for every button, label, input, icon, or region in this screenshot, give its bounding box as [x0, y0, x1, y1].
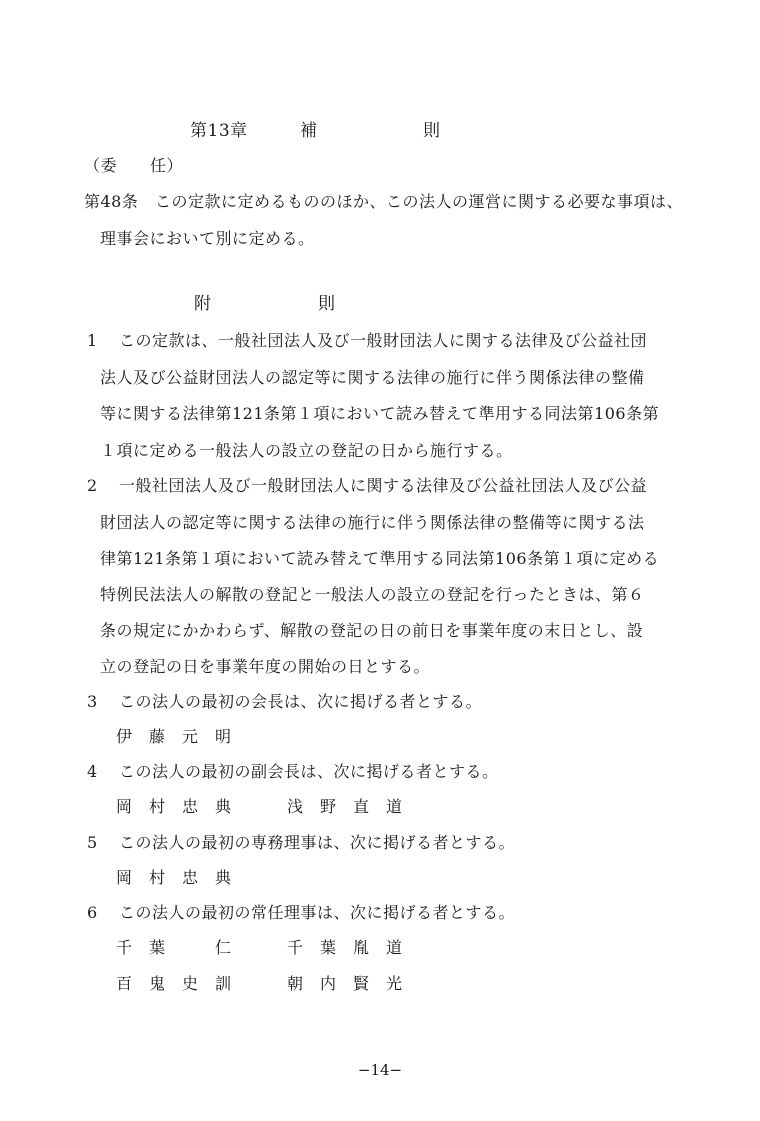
- article-heading: （委 任）: [84, 156, 184, 175]
- item-text-line: この法人の最初の副会長は、次に掲げる者とする。: [119, 762, 499, 781]
- item-number: 5: [87, 833, 98, 852]
- supplementary-title-char-1: 附: [194, 294, 212, 314]
- officer-name: 岡 村 忠 典: [116, 797, 232, 816]
- article-text-line: この定款に定めるもののほか、この法人の運営に関する必要な事項は、: [155, 192, 684, 211]
- officer-name: 百 鬼 史 訓: [116, 974, 232, 993]
- item-text-line: 一般社団法人及び一般財団法人に関する法律及び公益社団法人及び公益: [119, 476, 648, 495]
- item-number: 6: [87, 903, 98, 922]
- item-number: 1: [87, 331, 98, 350]
- item-text-line: 律第121条第１項において読み替えて準用する同法第106条第１項に定める: [100, 549, 660, 568]
- officer-name: 浅 野 直 道: [287, 797, 403, 816]
- chapter-title-char-2: 則: [423, 121, 441, 141]
- officer-name: 朝 内 賢 光: [287, 974, 403, 993]
- article-text-line: 理事会において別に定める。: [100, 229, 315, 248]
- officer-name: 千 葉 仁: [116, 938, 232, 957]
- item-text-line: この定款は、一般社団法人及び一般財団法人に関する法律及び公益社団: [119, 331, 648, 350]
- officer-name: 伊 藤 元 明: [116, 727, 232, 746]
- page-number: −14−: [357, 1061, 403, 1079]
- item-text-line: 財団法人の認定等に関する法律の施行に伴う関係法律の整備等に関する法: [100, 513, 645, 532]
- item-number: 4: [87, 762, 98, 781]
- item-text-line: １項に定める一般法人の設立の登記の日から施行する。: [100, 441, 513, 460]
- item-text-line: この法人の最初の会長は、次に掲げる者とする。: [119, 692, 483, 711]
- chapter-title-char-1: 補: [300, 121, 318, 141]
- article-number: 第48条: [84, 192, 139, 211]
- item-text-line: 等に関する法律第121条第１項において読み替えて準用する同法第106条第: [100, 404, 660, 423]
- item-number: 2: [87, 476, 98, 495]
- item-text-line: この法人の最初の常任理事は、次に掲げる者とする。: [119, 903, 516, 922]
- item-number: 3: [87, 692, 98, 711]
- item-text-line: 立の登記の日を事業年度の開始の日とする。: [100, 657, 431, 676]
- item-text-line: 特例民法法人の解散の登記と一般法人の設立の登記を行ったときは、第６: [100, 585, 645, 604]
- chapter-number: 第13章: [190, 121, 248, 141]
- supplementary-title-char-2: 則: [318, 294, 336, 314]
- item-text-line: 条の規定にかかわらず、解散の登記の日の前日を事業年度の末日とし、設: [100, 621, 644, 640]
- item-text-line: 法人及び公益財団法人の認定等に関する法律の施行に伴う関係法律の整備: [100, 368, 645, 387]
- officer-name: 千 葉 胤 道: [287, 938, 403, 957]
- item-text-line: この法人の最初の専務理事は、次に掲げる者とする。: [119, 833, 516, 852]
- officer-name: 岡 村 忠 典: [116, 868, 232, 887]
